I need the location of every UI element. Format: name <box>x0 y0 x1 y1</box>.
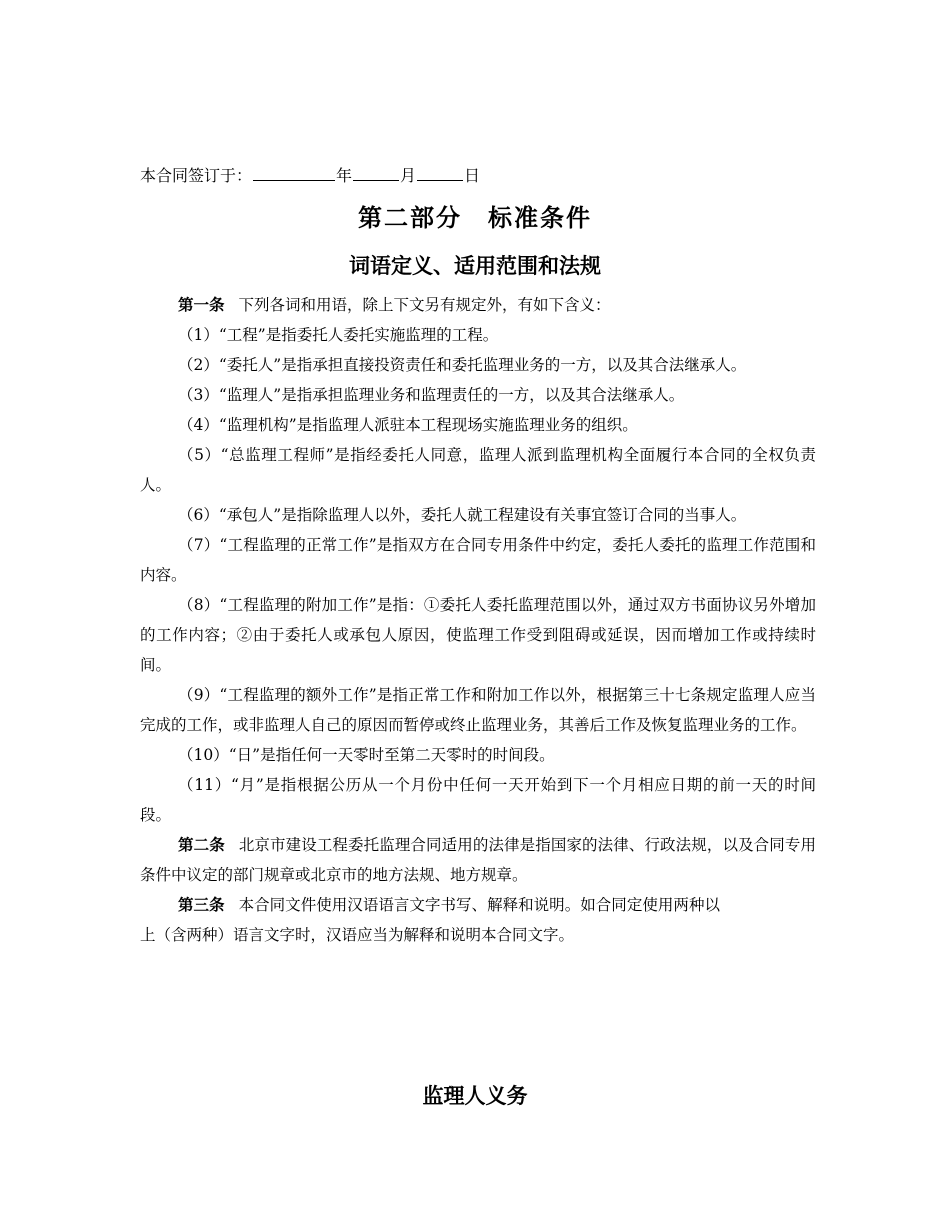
article-2 <box>140 830 816 890</box>
definition-item: （4）“监理机构”是指监理人派驻本工程现场实施监理业务的组织。 <box>178 416 638 434</box>
article-1-label: 第一条 <box>178 295 225 314</box>
definition-item: （9）“工程监理的额外工作”是指正常工作和附加工作以外，根据第三十七条规定监理人应当完成的工作，或非监理人自己的原因而暂停或终止监理业务，其善后工作及恢复监理业务的工作。 <box>140 686 816 734</box>
article-2-label: 第二条 <box>178 835 225 854</box>
definition-item: （11）“月”是指根据公历从一个月份中任何一天开始到下一个月相应日期的前一天的时间段。 <box>140 776 816 824</box>
section-title: 词语定义、适用范围和法规 <box>349 253 601 278</box>
year-blank <box>253 162 335 181</box>
month-label: 月 <box>400 166 417 185</box>
article-1 <box>140 290 816 320</box>
article-2-text: 北京市建设工程委托监理合同适用的法律是指国家的法律、行政法规，以及合同专用条件中议定的部门规章或北京市的地方法规、地方规章。 <box>140 836 816 884</box>
section-title-supervisor-obligations: 监理人义务 <box>422 1083 528 1108</box>
signing-date-prefix: 本合同签订于： <box>140 166 253 185</box>
definition-item: （5）“总监理工程师”是指经委托人同意，监理人派到监理机构全面履行本合同的全权负责人。 <box>140 446 816 494</box>
month-blank <box>353 162 399 181</box>
definition-item: （6）“承包人”是指除监理人以外，委托人就工程建设有关事宜签订合同的当事人。 <box>178 506 747 524</box>
day-label: 日 <box>464 166 481 185</box>
year-label: 年 <box>336 166 353 185</box>
article-3-text: 本合同文件使用汉语语言文字书写、解释和说明。如合同定使用两种以上（含两种）语言文字时，汉语应当为解释和说明本合同文字。 <box>140 896 720 944</box>
definition-item: （3）“监理人”是指承担监理业务和监理责任的一方，以及其合法继承人。 <box>178 386 685 404</box>
article-3 <box>140 890 720 950</box>
definition-item: （8）“工程监理的附加工作”是指：①委托人委托监理范围以外，通过双方书面协议另外增加的工作内容；②由于委托人或承包人原因，使监理工作受到阻碍或延误，因而增加工作或持续时间。 <box>140 596 816 674</box>
part-title: 第二部分 标准条件 <box>358 203 592 232</box>
signing-date-line <box>140 162 480 188</box>
contract-body <box>140 290 816 950</box>
article-3-label: 第三条 <box>178 895 225 914</box>
article-1-text: 下列各词和用语，除上下文另有规定外，有如下含义： <box>238 296 611 314</box>
definition-item: （7）“工程监理的正常工作”是指双方在合同专用条件中约定，委托人委托的监理工作范围和内容。 <box>140 536 816 584</box>
day-blank <box>417 162 463 181</box>
definition-item: （1）“工程”是指委托人委托实施监理的工程。 <box>178 326 499 344</box>
definition-item: （10）“日”是指任何一天零时至第二天零时的时间段。 <box>178 746 555 764</box>
definition-item: （2）“委托人”是指承担直接投资责任和委托监理业务的一方，以及其合法继承人。 <box>178 356 747 374</box>
